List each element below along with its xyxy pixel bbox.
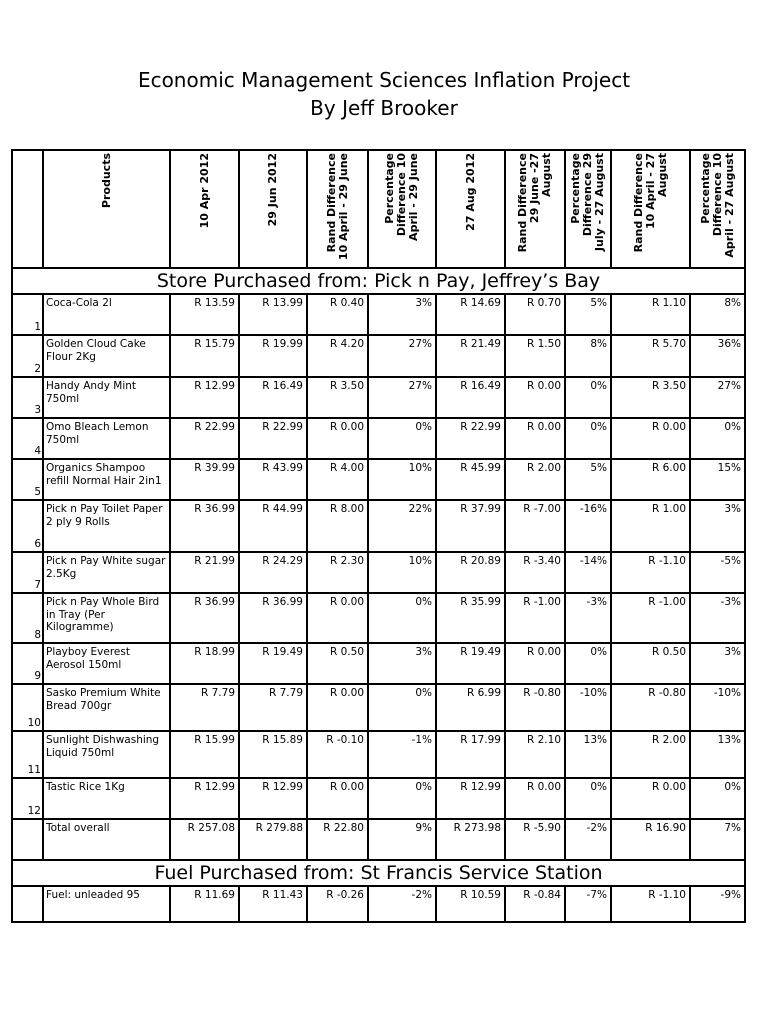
product-name: Pick n Pay White sugar 2.5Kg <box>43 552 170 593</box>
cell-pd2: 13% <box>565 731 611 778</box>
store-section-row <box>12 268 745 294</box>
row-index: 7 <box>12 552 43 593</box>
cell-aug: R 16.49 <box>436 377 505 418</box>
cell-apr: R 21.99 <box>170 552 239 593</box>
cell-pd1: 3% <box>368 643 436 684</box>
row-index: 4 <box>12 418 43 459</box>
row-index: 11 <box>12 731 43 778</box>
inflation-table <box>11 149 746 923</box>
cell-rd2: R -3.40 <box>505 552 565 593</box>
cell-apr: R 11.69 <box>170 886 239 922</box>
cell-pd2: -10% <box>565 684 611 731</box>
cell-rd3: R 3.50 <box>611 377 690 418</box>
total-row <box>12 819 745 860</box>
cell-apr: R 257.08 <box>170 819 239 860</box>
product-name: Coca-Cola 2l <box>43 294 170 335</box>
cell-pd2: -2% <box>565 819 611 860</box>
cell-jun: R 44.99 <box>239 500 307 552</box>
header-27-aug: 27 Aug 2012 <box>436 150 505 268</box>
cell-rd3: R 16.90 <box>611 819 690 860</box>
cell-pd1: 0% <box>368 418 436 459</box>
cell-pd3: 13% <box>690 731 745 778</box>
cell-rd1: R 22.80 <box>307 819 368 860</box>
header-10-apr: 10 Apr 2012 <box>170 150 239 268</box>
table-row <box>12 377 745 418</box>
cell-rd3: R -1.00 <box>611 593 690 643</box>
cell-aug: R 273.98 <box>436 819 505 860</box>
cell-rd2: R -7.00 <box>505 500 565 552</box>
cell-jun: R 279.88 <box>239 819 307 860</box>
cell-pd3: 3% <box>690 643 745 684</box>
cell-pd2: 0% <box>565 778 611 819</box>
cell-aug: R 21.49 <box>436 335 505 377</box>
product-name: Handy Andy Mint 750ml <box>43 377 170 418</box>
cell-jun: R 15.89 <box>239 731 307 778</box>
cell-rd2: R 0.00 <box>505 778 565 819</box>
cell-aug: R 45.99 <box>436 459 505 500</box>
cell-rd2: R 2.10 <box>505 731 565 778</box>
cell-rd2: R 0.00 <box>505 643 565 684</box>
cell-pd1: 9% <box>368 819 436 860</box>
table-row <box>12 335 745 377</box>
cell-pd1: 22% <box>368 500 436 552</box>
table-row <box>12 643 745 684</box>
table-row <box>12 684 745 731</box>
header-row <box>12 150 745 268</box>
cell-pd3: 15% <box>690 459 745 500</box>
cell-jun: R 19.99 <box>239 335 307 377</box>
cell-pd2: 0% <box>565 418 611 459</box>
fuel-section-label: Fuel Purchased from: St Francis Service Station <box>12 860 745 886</box>
header-rand-diff-jun-aug: Rand Difference 29 June -27 August <box>505 150 565 268</box>
header-pct-diff-apr-aug: Percentage Difference 10 April - 27 August <box>690 150 745 268</box>
cell-rd1: R 2.30 <box>307 552 368 593</box>
cell-rd2: R -5.90 <box>505 819 565 860</box>
cell-rd3: R -0.80 <box>611 684 690 731</box>
cell-pd2: -3% <box>565 593 611 643</box>
cell-apr: R 22.99 <box>170 418 239 459</box>
cell-rd2: R -1.00 <box>505 593 565 643</box>
header-29-jun: 29 Jun 2012 <box>239 150 307 268</box>
cell-apr: R 12.99 <box>170 377 239 418</box>
cell-aug: R 14.69 <box>436 294 505 335</box>
header-index <box>12 150 43 268</box>
fuel-section-row <box>12 860 745 886</box>
cell-aug: R 6.99 <box>436 684 505 731</box>
row-index: 2 <box>12 335 43 377</box>
cell-jun: R 11.43 <box>239 886 307 922</box>
row-index: 9 <box>12 643 43 684</box>
product-name: Pick n Pay Toilet Paper 2 ply 9 Rolls <box>43 500 170 552</box>
product-name: Fuel: unleaded 95 <box>43 886 170 922</box>
cell-rd1: R -0.10 <box>307 731 368 778</box>
cell-pd3: -9% <box>690 886 745 922</box>
cell-rd1: R 8.00 <box>307 500 368 552</box>
table-row <box>12 552 745 593</box>
cell-pd1: -2% <box>368 886 436 922</box>
row-index: 10 <box>12 684 43 731</box>
cell-pd1: 10% <box>368 552 436 593</box>
cell-jun: R 13.99 <box>239 294 307 335</box>
cell-pd1: -1% <box>368 731 436 778</box>
cell-aug: R 12.99 <box>436 778 505 819</box>
cell-rd3: R -1.10 <box>611 552 690 593</box>
cell-jun: R 22.99 <box>239 418 307 459</box>
cell-rd3: R 1.00 <box>611 500 690 552</box>
row-index: 12 <box>12 778 43 819</box>
cell-apr: R 36.99 <box>170 500 239 552</box>
cell-rd1: R 0.50 <box>307 643 368 684</box>
cell-rd2: R 0.00 <box>505 377 565 418</box>
cell-rd1: R -0.26 <box>307 886 368 922</box>
cell-rd1: R 0.40 <box>307 294 368 335</box>
cell-pd3: -10% <box>690 684 745 731</box>
cell-rd1: R 0.00 <box>307 593 368 643</box>
cell-pd3: 0% <box>690 418 745 459</box>
cell-pd3: 3% <box>690 500 745 552</box>
cell-jun: R 7.79 <box>239 684 307 731</box>
row-index: 3 <box>12 377 43 418</box>
cell-pd1: 27% <box>368 335 436 377</box>
cell-pd1: 0% <box>368 778 436 819</box>
cell-apr: R 18.99 <box>170 643 239 684</box>
header-rand-diff-apr-jun: Rand Difference 10 April - 29 June <box>307 150 368 268</box>
cell-rd2: R -0.80 <box>505 684 565 731</box>
cell-jun: R 36.99 <box>239 593 307 643</box>
product-name: Pick n Pay Whole Bird in Tray (Per Kilogramme) <box>43 593 170 643</box>
product-name: Sasko Premium White Bread 700gr <box>43 684 170 731</box>
cell-pd3: 36% <box>690 335 745 377</box>
product-name: Golden Cloud Cake Flour 2Kg <box>43 335 170 377</box>
cell-apr: R 39.99 <box>170 459 239 500</box>
cell-apr: R 13.59 <box>170 294 239 335</box>
cell-rd2: R 0.00 <box>505 418 565 459</box>
cell-pd3: -3% <box>690 593 745 643</box>
cell-jun: R 19.49 <box>239 643 307 684</box>
cell-aug: R 19.49 <box>436 643 505 684</box>
cell-rd3: R 0.50 <box>611 643 690 684</box>
row-index: 6 <box>12 500 43 552</box>
cell-aug: R 10.59 <box>436 886 505 922</box>
cell-rd3: R 6.00 <box>611 459 690 500</box>
cell-pd1: 0% <box>368 593 436 643</box>
cell-pd3: 8% <box>690 294 745 335</box>
cell-pd1: 3% <box>368 294 436 335</box>
cell-apr: R 15.79 <box>170 335 239 377</box>
header-pct-diff-jul-aug: Percentage Difference 29 July - 27 August <box>565 150 611 268</box>
cell-rd2: R 0.70 <box>505 294 565 335</box>
cell-apr: R 12.99 <box>170 778 239 819</box>
table-row <box>12 593 745 643</box>
cell-rd3: R 2.00 <box>611 731 690 778</box>
cell-rd1: R 3.50 <box>307 377 368 418</box>
cell-pd2: -14% <box>565 552 611 593</box>
cell-apr: R 7.79 <box>170 684 239 731</box>
row-index: 5 <box>12 459 43 500</box>
cell-rd2: R 2.00 <box>505 459 565 500</box>
cell-pd1: 27% <box>368 377 436 418</box>
header-products: Products <box>43 150 170 268</box>
row-index: 1 <box>12 294 43 335</box>
cell-rd1: R 0.00 <box>307 684 368 731</box>
product-name: Sunlight Dishwashing Liquid 750ml <box>43 731 170 778</box>
product-name: Tastic Rice 1Kg <box>43 778 170 819</box>
cell-pd1: 0% <box>368 684 436 731</box>
cell-apr: R 36.99 <box>170 593 239 643</box>
cell-pd2: 8% <box>565 335 611 377</box>
cell-jun: R 24.29 <box>239 552 307 593</box>
document-title: Economic Management Sciences Inflation Project <box>137 68 631 92</box>
product-name: Organics Shampoo refill Normal Hair 2in1 <box>43 459 170 500</box>
product-name: Omo Bleach Lemon 750ml <box>43 418 170 459</box>
cell-rd1: R 0.00 <box>307 778 368 819</box>
fuel-row <box>12 886 745 922</box>
row-index: 8 <box>12 593 43 643</box>
cell-jun: R 16.49 <box>239 377 307 418</box>
table-row <box>12 500 745 552</box>
cell-pd2: 0% <box>565 377 611 418</box>
cell-pd2: -16% <box>565 500 611 552</box>
cell-aug: R 37.99 <box>436 500 505 552</box>
cell-aug: R 35.99 <box>436 593 505 643</box>
cell-rd3: R 0.00 <box>611 778 690 819</box>
cell-rd1: R 4.00 <box>307 459 368 500</box>
cell-rd3: R 5.70 <box>611 335 690 377</box>
cell-rd3: R 0.00 <box>611 418 690 459</box>
cell-pd3: 0% <box>690 778 745 819</box>
table-row <box>12 294 745 335</box>
cell-aug: R 17.99 <box>436 731 505 778</box>
product-name: Total overall <box>43 819 170 860</box>
table-row <box>12 418 745 459</box>
product-name: Playboy Everest Aerosol 150ml <box>43 643 170 684</box>
cell-pd3: 27% <box>690 377 745 418</box>
cell-pd3: -5% <box>690 552 745 593</box>
header-pct-diff-apr-jun: Percentage Difference 10 April - 29 June <box>368 150 436 268</box>
cell-rd3: R -1.10 <box>611 886 690 922</box>
cell-pd2: 5% <box>565 459 611 500</box>
cell-pd2: -7% <box>565 886 611 922</box>
header-rand-diff-apr-aug: Rand Difference 10 April - 27 August <box>611 150 690 268</box>
table-row <box>12 459 745 500</box>
document-author: By Jeff Brooker <box>310 96 458 120</box>
store-section-label: Store Purchased from: Pick n Pay, Jeffrey’s Bay <box>12 268 745 294</box>
cell-pd2: 5% <box>565 294 611 335</box>
table-row <box>12 731 745 778</box>
cell-aug: R 20.89 <box>436 552 505 593</box>
row-index <box>12 886 43 922</box>
cell-jun: R 12.99 <box>239 778 307 819</box>
row-index <box>12 819 43 860</box>
cell-rd2: R -0.84 <box>505 886 565 922</box>
cell-pd2: 0% <box>565 643 611 684</box>
cell-rd1: R 0.00 <box>307 418 368 459</box>
cell-pd3: 7% <box>690 819 745 860</box>
cell-apr: R 15.99 <box>170 731 239 778</box>
cell-aug: R 22.99 <box>436 418 505 459</box>
cell-rd3: R 1.10 <box>611 294 690 335</box>
cell-rd1: R 4.20 <box>307 335 368 377</box>
cell-jun: R 43.99 <box>239 459 307 500</box>
cell-pd1: 10% <box>368 459 436 500</box>
table-row <box>12 778 745 819</box>
cell-rd2: R 1.50 <box>505 335 565 377</box>
